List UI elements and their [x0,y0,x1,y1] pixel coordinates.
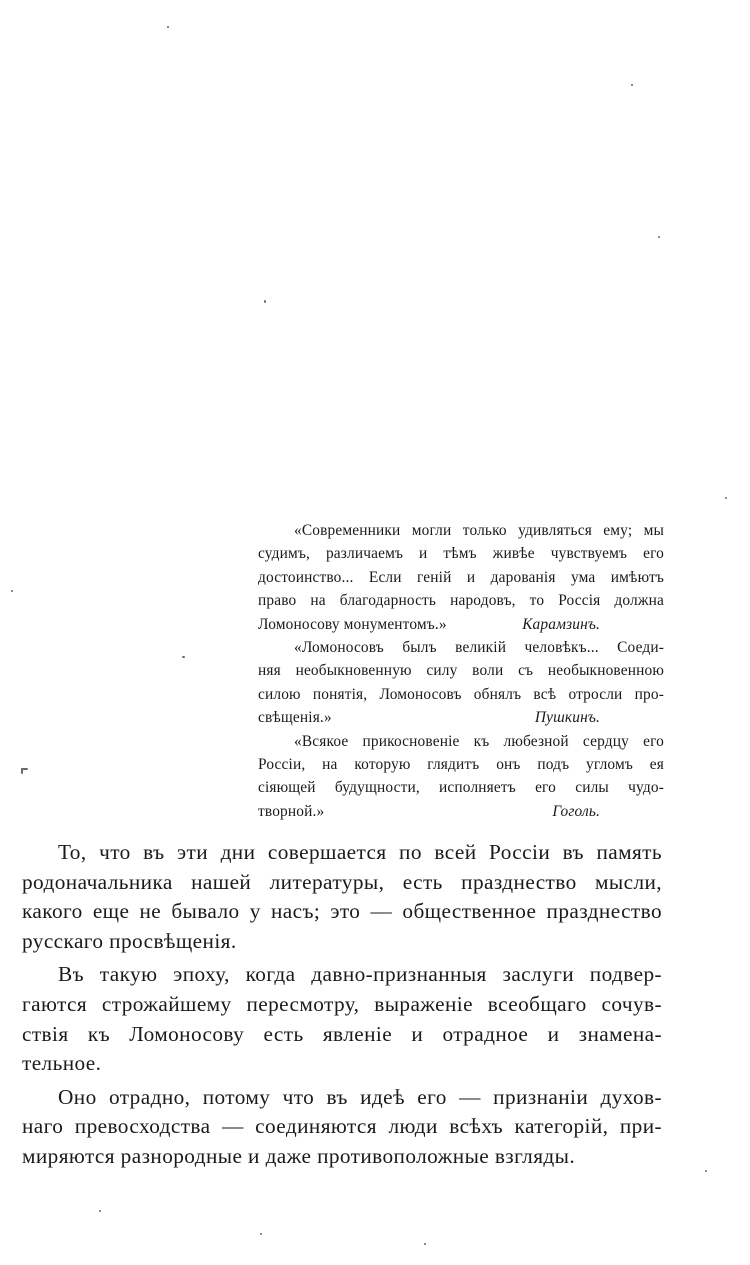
text-line: тельное. [22,1051,102,1076]
quote-line: свѣщенія.» [258,709,332,727]
quote-line: «Современники могли только удивляться ему; мы [294,522,664,539]
epigraph-quote-pushkin [258,636,664,730]
paragraph [22,838,662,956]
scan-speck [99,1210,101,1212]
paragraph [22,960,662,1078]
quote-last-line [258,613,664,636]
main-text [22,838,662,1172]
epigraph-quote-gogol [258,730,664,824]
text-line: ствія къ Ломоносову есть явленіе и отрадное и знамена- [22,1021,662,1046]
scan-speck [167,26,169,28]
quote-line: «Всякое прикосновеніе къ любезной сердцу его [294,732,664,750]
text-line: гаются строжайшему пересмотру, выраженіе всеобщаго сочув- [22,991,662,1016]
quote-author: Пушкинъ. [534,709,600,727]
scan-speck [11,590,13,592]
scan-speck [260,1233,262,1235]
quote-line: сіяющей будущности, исполняетъ его силы чудо- [258,779,664,797]
text-line: родоначальника нашей литературы, есть празднество мысли, [22,869,662,894]
text-line: русскаго просвѣщенія. [22,928,237,953]
quote-author: Гоголь. [552,802,600,820]
quote-line: няя необыкновенную силу воли съ необыкновенною [258,662,664,680]
scan-speck [264,300,266,303]
text-line: Оно отрадно, потому что въ идеѣ его — признаніи духов- [58,1084,662,1109]
scan-speck [182,656,185,658]
scan-speck [631,84,633,86]
text-line: Въ такую эпоху, когда давно-признанныя заслуги подвер- [58,962,662,987]
epigraph [258,519,664,823]
quote-author: Карамзинъ. [522,615,600,633]
text-line: миряются разнородные и даже противоположные взгляды. [22,1143,576,1168]
quote-line: силою понятія, Ломоносовъ обнялъ всѣ отросли про- [258,685,664,703]
quote-line: творной.» [258,802,325,820]
quote-line: право на благодарность народовъ, то Россія должна [258,592,664,610]
quote-line: достоинство... Если геній и дарованія ума имѣютъ [258,568,664,586]
epigraph-quote-karamzin [258,519,664,636]
scan-speck [21,768,23,774]
paragraph [22,1083,662,1172]
quote-line: «Ломоносовъ былъ великій человѣкъ... Соеди- [294,639,664,657]
quote-line: Ломоносову монументомъ.» [258,615,447,633]
scan-speck [725,497,727,499]
scan-speck [705,1170,707,1172]
quote-last-line [258,800,664,823]
text-line: То, что въ эти дни совершается по всей Россіи въ память [58,840,662,864]
quote-line: судимъ, различаемъ и тѣмъ живѣе чувствуемъ его [258,545,664,563]
quote-line: Россіи, на которую глядитъ онъ подъ угломъ ея [258,756,664,774]
scan-speck [658,236,660,238]
text-line: наго превосходства — соединяются люди всѣхъ категорій, при- [22,1114,662,1139]
scan-speck [424,1243,426,1245]
text-line: какого еще не бывало у насъ; это — общественное празднество [22,899,662,924]
quote-last-line [258,706,664,729]
